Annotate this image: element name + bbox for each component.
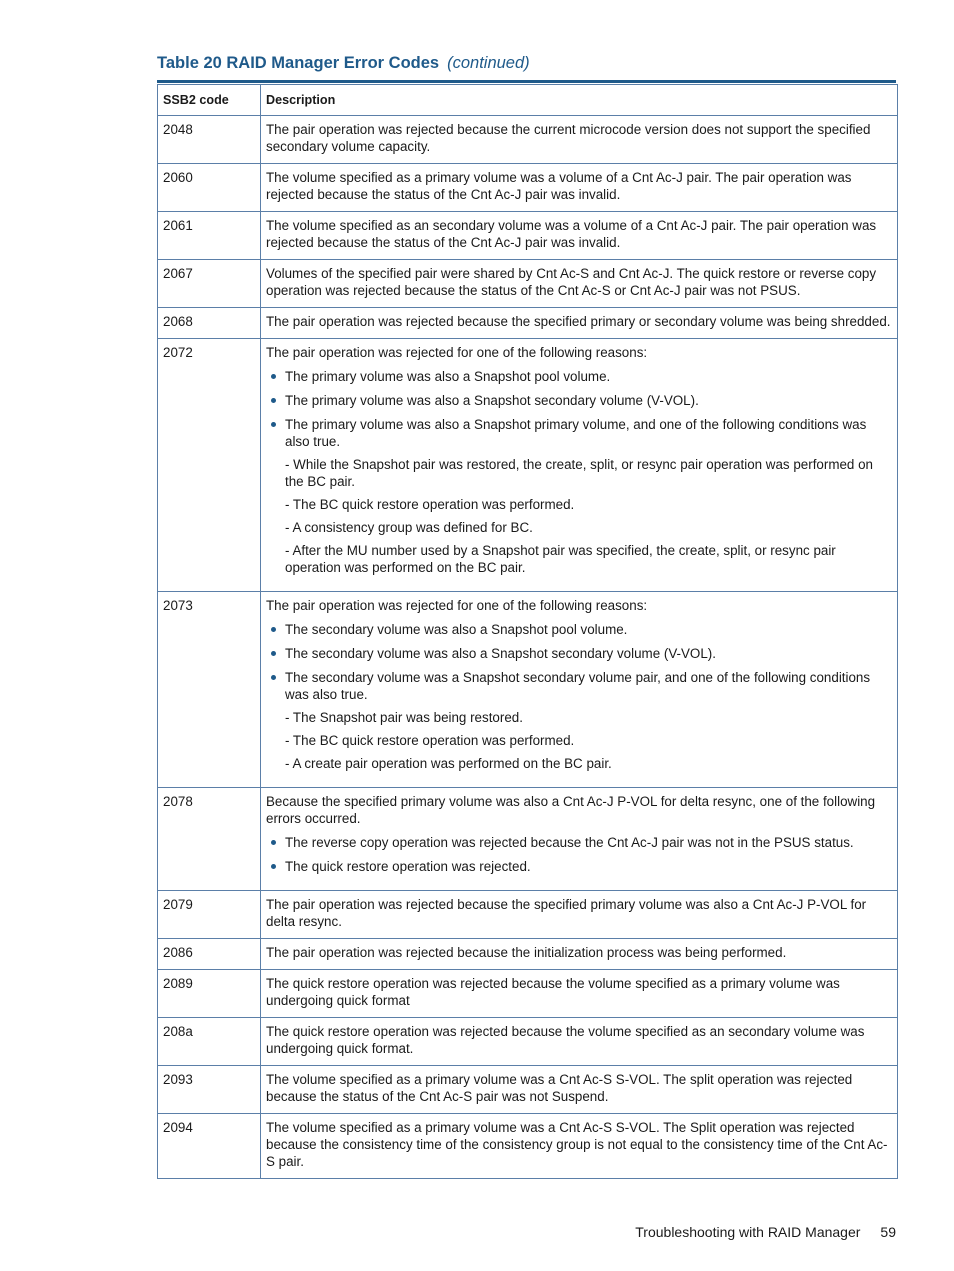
description-cell bbox=[261, 970, 898, 1018]
table-row bbox=[158, 339, 898, 592]
description-cell bbox=[261, 592, 898, 788]
ssb2-code-cell: 2067 bbox=[158, 260, 261, 308]
condition-item: - While the Snapshot pair was restored, the create, split, or resync pair operation was performed on the BC pair. bbox=[285, 457, 873, 489]
table-row bbox=[158, 1066, 898, 1114]
ssb2-code-cell: 2061 bbox=[158, 212, 261, 260]
reason-list bbox=[266, 834, 892, 875]
description-text: Because the specified primary volume was also a Cnt Ac-J P-VOL for delta resync, one of the following errors occurred. bbox=[266, 794, 876, 826]
description-text: The quick restore operation was rejected because the volume specified as an secondary volume was undergoing quick format. bbox=[266, 1024, 865, 1056]
description-cell bbox=[261, 260, 898, 308]
reason-text: The secondary volume was also a Snapshot pool volume. bbox=[285, 622, 628, 637]
description-cell bbox=[261, 212, 898, 260]
reason-text: The primary volume was also a Snapshot primary volume, and one of the following conditions was also true. bbox=[285, 417, 867, 449]
table-caption bbox=[157, 54, 530, 73]
table-row bbox=[158, 212, 898, 260]
ssb2-code-cell: 2094 bbox=[158, 1114, 261, 1179]
description-text: The pair operation was rejected for one of the following reasons: bbox=[266, 598, 648, 613]
ssb2-code-cell: 2048 bbox=[158, 116, 261, 164]
description-cell bbox=[261, 164, 898, 212]
reason-list-item bbox=[285, 416, 892, 576]
table-body bbox=[158, 116, 898, 1179]
description-text: The volume specified as a primary volume was a volume of a Cnt Ac-J pair. The pair operation was rejected because the status of the Cnt Ac-J pair was invalid. bbox=[266, 170, 852, 202]
description-cell bbox=[261, 891, 898, 939]
reason-text: The reverse copy operation was rejected because the Cnt Ac-J pair was not in the PSUS status. bbox=[285, 835, 854, 850]
description-cell bbox=[261, 339, 898, 592]
reason-list-item bbox=[285, 392, 892, 409]
condition-item: - The BC quick restore operation was performed. bbox=[285, 497, 575, 512]
table-row bbox=[158, 1114, 898, 1179]
condition-item: - A create pair operation was performed on the BC pair. bbox=[285, 756, 612, 771]
page-footer bbox=[600, 1224, 896, 1240]
description-text: The quick restore operation was rejected because the volume specified as a primary volume was undergoing quick format bbox=[266, 976, 840, 1008]
table-row bbox=[158, 164, 898, 212]
description-text: The pair operation was rejected because the specified primary or secondary volume was being shredded. bbox=[266, 314, 891, 329]
ssb2-code-cell: 2072 bbox=[158, 339, 261, 592]
description-cell bbox=[261, 1066, 898, 1114]
condition-item: - The BC quick restore operation was performed. bbox=[285, 733, 575, 748]
condition-list bbox=[285, 456, 892, 576]
ssb2-code-cell: 208a bbox=[158, 1018, 261, 1066]
ssb2-code-cell: 2068 bbox=[158, 308, 261, 339]
description-cell bbox=[261, 939, 898, 970]
reason-list-item bbox=[285, 368, 892, 385]
description-cell bbox=[261, 116, 898, 164]
reason-text: The primary volume was also a Snapshot secondary volume (V-VOL). bbox=[285, 393, 699, 408]
ssb2-code-cell: 2086 bbox=[158, 939, 261, 970]
ssb2-code-cell: 2060 bbox=[158, 164, 261, 212]
condition-list bbox=[285, 709, 892, 772]
description-text: The pair operation was rejected because the initialization process was being performed. bbox=[266, 945, 787, 960]
reason-text: The primary volume was also a Snapshot pool volume. bbox=[285, 369, 611, 384]
condition-item: - After the MU number used by a Snapshot pair was specified, the create, split, or resync pair operation was performed on the BC pair. bbox=[285, 543, 836, 575]
table-row bbox=[158, 970, 898, 1018]
table-row bbox=[158, 260, 898, 308]
condition-item: - A consistency group was defined for BC. bbox=[285, 520, 533, 535]
footer-section-title: Troubleshooting with RAID Manager bbox=[635, 1224, 861, 1240]
reason-list-item bbox=[285, 858, 892, 875]
table-row bbox=[158, 1018, 898, 1066]
table-row bbox=[158, 116, 898, 164]
description-text: The pair operation was rejected because the specified primary volume was also a Cnt Ac-J P-VOL for delta resync. bbox=[266, 897, 867, 929]
reason-list bbox=[266, 621, 892, 772]
table-row bbox=[158, 592, 898, 788]
ssb2-code-cell: 2079 bbox=[158, 891, 261, 939]
reason-list bbox=[266, 368, 892, 576]
table-row bbox=[158, 308, 898, 339]
reason-text: The secondary volume was a Snapshot secondary volume pair, and one of the following conditions was also true. bbox=[285, 670, 871, 702]
ssb2-code-cell: 2089 bbox=[158, 970, 261, 1018]
description-cell bbox=[261, 1114, 898, 1179]
reason-list-item bbox=[285, 669, 892, 772]
table-header-row bbox=[158, 85, 898, 116]
page-number: 59 bbox=[880, 1224, 896, 1240]
table-continued: (continued) bbox=[447, 54, 530, 72]
reason-list-item bbox=[285, 621, 892, 638]
ssb2-code-cell: 2093 bbox=[158, 1066, 261, 1114]
reason-text: The quick restore operation was rejected. bbox=[285, 859, 531, 874]
reason-list-item bbox=[285, 645, 892, 662]
table-row bbox=[158, 788, 898, 891]
description-cell bbox=[261, 788, 898, 891]
description-text: The pair operation was rejected for one of the following reasons: bbox=[266, 345, 648, 360]
error-code-table bbox=[157, 84, 898, 1179]
table-title: Table 20 RAID Manager Error Codes bbox=[157, 54, 440, 72]
description-cell bbox=[261, 1018, 898, 1066]
description-text: Volumes of the specified pair were shared by Cnt Ac-S and Cnt Ac-J. The quick restore or reverse copy operation was rejected because the status of the Cnt Ac-S or Cnt Ac-J pair was not PSUS. bbox=[266, 266, 877, 298]
description-text: The volume specified as a primary volume was a Cnt Ac-S S-VOL. The Split operation was rejected because the consistency time of the consistency group is not equal to the consistency time of the Cnt Ac-S pair. bbox=[266, 1120, 888, 1169]
reason-text: The secondary volume was also a Snapshot secondary volume (V-VOL). bbox=[285, 646, 716, 661]
condition-item: - The Snapshot pair was being restored. bbox=[285, 710, 523, 725]
description-text: The volume specified as a primary volume was a Cnt Ac-S S-VOL. The split operation was rejected because the status of the Cnt Ac-S pair was not Suspend. bbox=[266, 1072, 853, 1104]
reason-list-item bbox=[285, 834, 892, 851]
table-row bbox=[158, 939, 898, 970]
table-row bbox=[158, 891, 898, 939]
header-ssb2-code: SSB2 code bbox=[158, 85, 261, 116]
description-cell bbox=[261, 308, 898, 339]
header-description: Description bbox=[261, 85, 898, 116]
ssb2-code-cell: 2078 bbox=[158, 788, 261, 891]
description-text: The volume specified as an secondary volume was a volume of a Cnt Ac-J pair. The pair operation was rejected because the status of the Cnt Ac-J pair was invalid. bbox=[266, 218, 877, 250]
caption-rule bbox=[157, 80, 896, 83]
description-text: The pair operation was rejected because the current microcode version does not support the specified secondary volume capacity. bbox=[266, 122, 871, 154]
ssb2-code-cell: 2073 bbox=[158, 592, 261, 788]
